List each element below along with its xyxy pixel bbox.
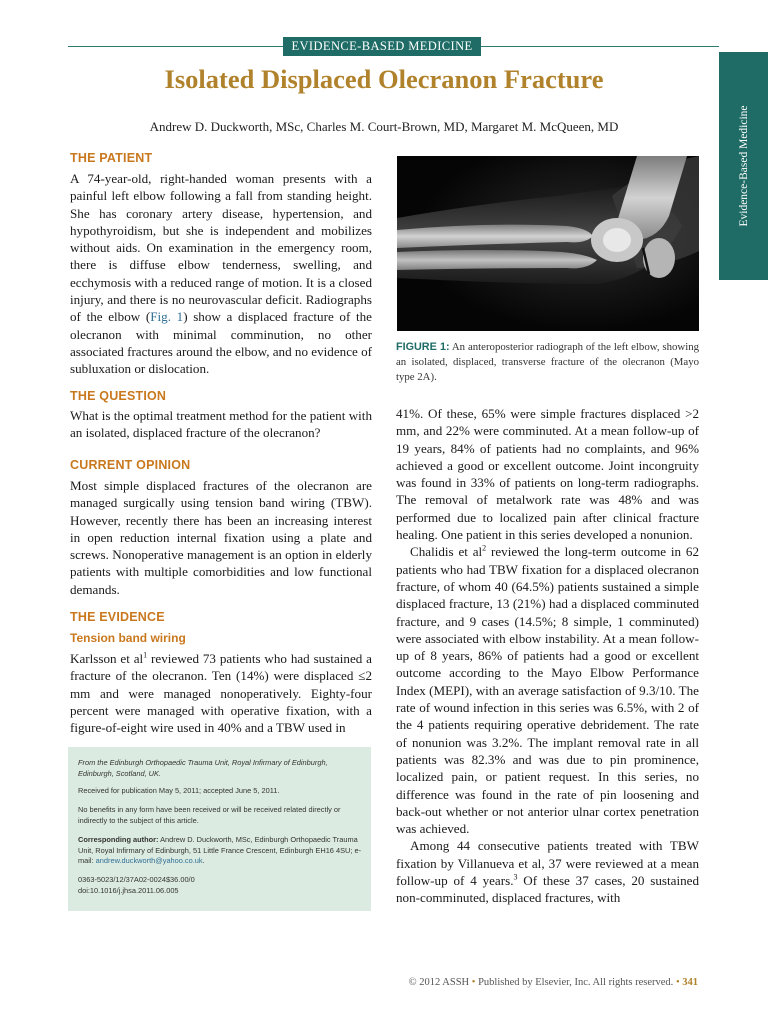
issn-line: 0363-5023/12/37A02-0024$36.00/0 [78,875,195,884]
elbow-radiograph-figure [397,156,699,331]
villanueva-paragraph [396,837,699,906]
evidence-paragraph [70,650,372,736]
right-column-text [396,405,699,907]
page-footer [409,977,698,988]
corresponding-author-end: . [202,856,205,865]
heading-question: THE QUESTION [70,389,167,403]
citation-1[interactable]: 1 [143,650,148,660]
heading-current-opinion: CURRENT OPINION [70,458,191,472]
chalidis-paragraph [396,543,699,837]
radiograph-image [397,156,699,331]
copyright-text: © 2012 ASSH [408,977,470,988]
footer-separator-1: • [471,977,476,988]
subheading-tension-band-wiring: Tension band wiring [70,631,186,645]
patient-text-b: ) show a displaced fracture of the olecranon with minimal comminution, no other associated fractures around the elbow, and no evidence of subluxation or dislocation. [70,309,372,377]
corresponding-author-text: Andrew D. Duckworth, MSc, Edinburgh Orthopaedic Trauma Unit, Royal Infirmary of Edinburgh, 51 Little France Crescent, Edinburgh EH16 4SU; e-mail: [78,835,362,865]
affiliation-note: From the Edinburgh Orthopaedic Trauma Unit, Royal Infirmary of Edinburgh, Edinburgh, Scotland, UK. [78,758,328,778]
author-list: Andrew D. Duckworth, MSc, Charles M. Court-Brown, MD, Margaret M. McQueen, MD [149,119,619,134]
article-title: Isolated Displaced Olecranon Fracture [164,64,604,94]
citation-2[interactable]: 2 [482,544,487,554]
footer-separator-2: • [675,977,680,988]
header-rule-left [68,46,283,47]
figure-label: FIGURE 1: [396,341,450,353]
figure-1-link[interactable]: Fig. 1 [150,309,184,325]
article-info-box [68,747,371,911]
publisher-text: Published by Elsevier, Inc. All rights reserved. [478,977,674,988]
patient-paragraph [70,170,372,378]
heading-patient: THE PATIENT [70,151,153,165]
figure-caption-text: An anteroposterior radiograph of the left elbow, showing an isolated, displaced, transverse fracture of the olecranon (Mayo type 2A). [396,341,699,383]
figure-caption [396,340,699,385]
page-number: 341 [682,977,698,988]
chalidis-text-a: Chalidis et al [410,544,483,560]
author-email-link[interactable]: andrew.duckworth@yahoo.co.uk [95,856,203,865]
karlsson-results-paragraph: 41%. Of these, 65% were simple fractures displaced >2 mm, and 22% were comminuted. At a mean follow-up of 19 years, 84% of patients had no complaints, and 96% achieved a good or excellent outcome. Joint incongruity was found in 33% of patients on long-term radiographs. The removal of metalwork rate was 48% and was performed due to localized pain after clinical fracture healing. One patient in this series developed a nonunion. [396,406,699,543]
side-tab-label: Evidence-Based Medicine [737,105,750,227]
header-rule-right [481,46,719,47]
received-note: Received for publication May 5, 2011; accepted June 5, 2011. [78,786,280,795]
doi-line: doi:10.1016/j.jhsa.2011.06.005 [78,886,179,895]
evidence-text-b: reviewed 73 patients who had sustained a fracture of the olecranon. Ten (14%) were displaced ≤2 mm and were managed nonoperatively. Eighty-four percent were managed with operative fixation, with a figure-of-eight wire used in 40% and a TBW used in [70,651,372,736]
heading-evidence: THE EVIDENCE [70,610,165,624]
corresponding-author-note [78,835,362,867]
question-paragraph: What is the optimal treatment method for the patient with an isolated, displaced fracture of the olecranon? [70,408,372,441]
chalidis-text-b: reviewed the long-term outcome in 62 patients who had TBW fixation for a displaced olecranon fracture, of whom 40 (64.5%) patients sustained a simple displaced fracture, 13 (21%) had a displaced comminuted fracture, and 9 cases (14.5%; 8 simple, 1 comminuted) were associated with elbow instability. At a mean follow-up of 8 years, 86% of patients had a good or excellent outcome according to the Mayo Elbow Performance Index (MEPI), with an average satisfaction of 9.3/10. The rate of wound infection in this series was 6.5%, with 2 of the 4 patients requiring operative debridement. The rate of nonunion was 3.2%. The implant removal rate in all patients was 82.3% and was due to pin prominence, localized pain, or patient request. In this series, no difference was found in the rate of pin loosening and back-out whether or not anterior ulnar cortex penetration was achieved. [396,544,699,837]
opinion-paragraph: Most simple displaced fractures of the olecranon are managed surgically using tension band wiring (TBW). However, recently there has been an increasing interest in open reduction internal fixation using a plate and screws. Nonoperative management is an option in elderly patients with multiple comorbidities and low functional demands. [70,478,372,597]
section-tag: EVIDENCE-BASED MEDICINE [283,37,481,56]
villanueva-text-a: Among 44 consecutive patients treated with TBW fixation by Villanueva et al, 37 were reviewed at a mean follow-up of 4 years. [396,838,699,889]
citation-3[interactable]: 3 [513,872,518,882]
evidence-text-a: Karlsson et al [70,651,144,666]
patient-text-a: A 74-year-old, right-handed woman presents with a painful left elbow following a fall from standing height. She has coronary artery disease, hypertension, and hypothyroidism, but she is independent and mobilizes without aids. On examination in the emergency room, there is diffuse elbow tenderness, swelling, and ecchymosis with a reduced range of motion. It is a closed injury, and there is no neurovascular deficit. Radiographs of the elbow ( [70,171,372,325]
villanueva-text-b: Of these 37 cases, 20 sustained non-comminuted, displaced fractures, with [396,873,699,906]
corresponding-author-label: Corresponding author: [78,835,159,844]
benefits-note: No benefits in any form have been received or will be received related directly or indirectly to the subject of this article. [78,805,341,825]
